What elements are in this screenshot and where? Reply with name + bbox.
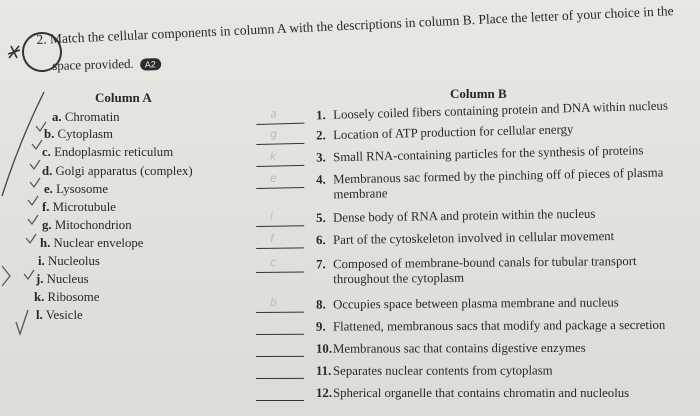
item-letter: e.: [44, 182, 53, 196]
item-text: Lysosome: [56, 182, 108, 196]
check-mark-e: [30, 178, 40, 187]
item-number: 6.: [315, 233, 326, 248]
column-a-item: [34, 290, 99, 305]
column-a-item: [38, 254, 100, 269]
check-mark-f: [28, 196, 38, 205]
item-number: 11.: [315, 363, 332, 378]
item-text: Golgi apparatus (complex): [55, 164, 193, 178]
check-mark-d: [30, 160, 40, 169]
item-text: Microtubule: [52, 200, 116, 214]
item-description: Occupies space between plasma membrane and nucleus: [332, 295, 619, 312]
column-a-item: [40, 236, 143, 251]
item-text: Mitochondrion: [54, 218, 132, 232]
column-a-item: [42, 145, 173, 160]
instruction-line-2-text: space provided.: [52, 55, 134, 73]
item-description: Location of ATP production for cellular energy: [332, 122, 574, 143]
item-letter: h.: [40, 236, 51, 250]
item-letter: c.: [42, 145, 51, 159]
badge: A2: [140, 58, 161, 71]
item-text: Ribosome: [47, 290, 100, 304]
check-mark-h: [26, 234, 36, 243]
item-description: Dense body of RNA and protein within the nucleus: [332, 206, 596, 225]
column-a-item: [42, 200, 116, 215]
item-text: Nucleolus: [47, 254, 100, 268]
item-text: Endoplasmic reticulum: [54, 145, 174, 159]
item-number: 7.: [315, 257, 326, 272]
item-description: Small RNA-containing particles for the synthesis of proteins: [332, 143, 644, 165]
instruction-text: Match the cellular components in column A with the descriptions in column B. Place the letter of your choice in the: [49, 3, 674, 47]
item-number: 12.: [316, 386, 332, 400]
item-text: Nuclear envelope: [53, 236, 144, 250]
item-letter: d.: [42, 164, 53, 178]
answer-letter: g: [269, 127, 278, 141]
item-letter: b.: [44, 127, 55, 141]
item-number: 2.: [315, 128, 326, 143]
item-letter: a.: [52, 110, 62, 124]
item-letter: j.: [36, 272, 44, 286]
column-b-heading: Column B: [450, 86, 507, 101]
answer-blank[interactable]: [256, 378, 304, 379]
item-text: Nucleus: [46, 272, 89, 286]
item-description: Spherical organelle that contains chromatin and nucleolus: [333, 386, 630, 400]
arrow-mark: [2, 266, 10, 286]
item-letter: i.: [38, 254, 45, 268]
item-letter: k.: [34, 290, 45, 304]
item-description: Membranous sac that contains digestive enzymes: [332, 340, 586, 356]
answer-letter: c: [269, 255, 277, 269]
item-description: Membranous sac formed by the pinching off of pieces of plasma: [332, 165, 664, 187]
answer-blank[interactable]: [256, 356, 304, 357]
item-number: 1.: [315, 108, 326, 123]
answer-letter: b: [269, 295, 278, 309]
instruction-line-2: [52, 55, 161, 74]
column-a-heading: Column A: [95, 90, 152, 105]
check-mark-c: [32, 140, 42, 149]
item-letter: g.: [42, 218, 52, 232]
item-letter: f.: [42, 200, 50, 214]
answer-letter: i: [269, 209, 274, 223]
item-description: Composed of membrane-bound canals for tubular transport: [332, 254, 637, 272]
item-number: 10.: [315, 341, 333, 356]
item-letter: l.: [36, 308, 43, 322]
column-a-item: [36, 308, 83, 323]
item-description: Flattened, membranous sacs that modify and package a secretion: [332, 317, 666, 334]
item-text: Vesicle: [45, 308, 83, 322]
answer-letter: f: [269, 231, 275, 245]
answer-letter: a: [269, 107, 278, 121]
item-description-cont: membrane: [333, 186, 388, 202]
check-mark-g: [28, 215, 38, 224]
column-a-item: [36, 272, 89, 287]
star-mark: [8, 46, 20, 58]
column-a-item: [44, 127, 113, 142]
column-a-item: [42, 164, 193, 179]
item-number: 8.: [315, 297, 326, 312]
item-description-cont: throughout the cytoplasm: [333, 270, 465, 287]
column-a-item: [42, 218, 132, 233]
item-description: Part of the cytoskeleton involved in cellular movement: [332, 229, 615, 247]
item-number: 5.: [315, 210, 326, 226]
check-mark-j: [24, 270, 34, 279]
item-number: 3.: [315, 150, 326, 165]
column-a-item: [52, 110, 120, 125]
check-mark-l: [16, 310, 28, 334]
answer-letter: e: [269, 171, 278, 185]
item-number: 4.: [315, 172, 326, 187]
answer-letter: k: [269, 149, 277, 163]
item-description: Loosely coiled fibers containing protein and DNA within nucleus: [332, 98, 669, 122]
item-description: Separates nuclear contents from cytoplasm: [332, 363, 553, 378]
column-a-item: [44, 182, 108, 197]
item-text: Chromatin: [64, 110, 120, 124]
answer-blank[interactable]: [256, 400, 304, 401]
question-number: 2.: [36, 31, 47, 47]
item-text: Cytoplasm: [57, 127, 113, 141]
item-number: 9.: [315, 319, 326, 334]
